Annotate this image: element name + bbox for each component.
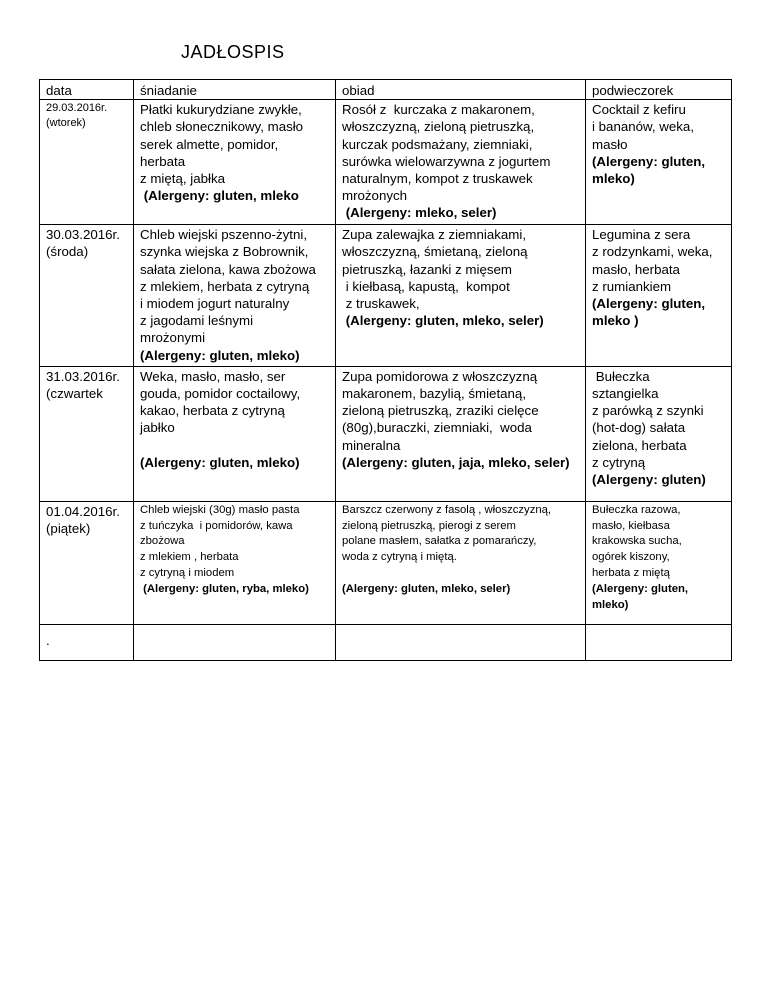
snack-line: Bułeczka razowa, (592, 503, 681, 516)
table-row (40, 624, 732, 660)
page-title: JADŁOSPIS (181, 42, 285, 62)
breakfast-line: herbata (140, 153, 186, 169)
header-snack: podwieczorek (586, 80, 732, 100)
date-cell (40, 366, 134, 501)
snack-line: z rodzynkami, weka, (592, 244, 713, 260)
snack-cell (586, 624, 732, 660)
breakfast-line: z cytryną i miodem (140, 567, 235, 580)
breakfast-line: chleb słonecznikowy, masło (140, 119, 304, 135)
snack-cell (586, 225, 732, 367)
breakfast-cell (134, 100, 336, 225)
breakfast-line: gouda, pomidor coctailowy, (140, 386, 301, 402)
breakfast-line: z miętą, jabłka (140, 171, 225, 187)
header-lunch: obiad (336, 80, 586, 100)
spacer (140, 437, 331, 454)
lunch-line: (80g),buraczki, ziemniaki, woda (342, 420, 532, 436)
date-cell (40, 100, 134, 225)
breakfast-line: kakao, herbata z cytryną (140, 403, 285, 419)
breakfast-line: szynka wiejska z Bobrownik, (140, 244, 309, 260)
snack-line: herbata z miętą (592, 567, 670, 580)
allergen-note: (Alergeny: gluten, mleko, seler) (342, 582, 511, 595)
header-date: data (40, 80, 134, 100)
allergen-label: (Alergeny: gluten, mleko) (140, 454, 300, 470)
snack-cell (586, 100, 732, 225)
allergen-note: (Alergeny: mleko, seler) (342, 205, 497, 221)
table-row (40, 100, 732, 225)
allergen-note: (Alergeny: gluten, (592, 153, 706, 169)
breakfast-line: jabłko (140, 420, 175, 436)
lunch-line: Rosół z kurczaka z makaronem, (342, 102, 535, 118)
snack-line: Bułeczka (592, 368, 650, 384)
allergen-note: (Alergeny: gluten, mleko (140, 188, 299, 204)
breakfast-line: z mlekiem, herbata z cytryną (140, 278, 310, 294)
snack-cell (586, 366, 732, 501)
day-text: (czwartek (46, 386, 103, 402)
lunch-line: surówka wielowarzywna z jogurtem (342, 153, 551, 169)
snack-line: z parówką z szynki (592, 403, 704, 419)
snack-cell (586, 501, 732, 624)
breakfast-line: z mlekiem , herbata (140, 551, 239, 564)
lunch-line: włoszczyzną, śmietaną, zieloną (342, 244, 528, 260)
table-row (40, 501, 732, 624)
snack-line: (hot-dog) sałata (592, 420, 686, 436)
snack-line: Legumina z sera (592, 227, 691, 243)
menu-table (39, 79, 732, 661)
breakfast-cell (134, 501, 336, 624)
date-text: 01.04.2016r. (46, 503, 120, 519)
date-cell (40, 225, 134, 367)
allergen-note: (Alergeny: gluten, ryba, mleko) (140, 582, 309, 595)
snack-line: masło (592, 136, 628, 152)
breakfast-line: z tuńczyka i pomidorów, kawa (140, 519, 293, 532)
breakfast-cell (134, 225, 336, 367)
allergen-note: mleko ) (592, 313, 639, 329)
allergen-note: (Alergeny: gluten, mleko) (140, 347, 300, 363)
lunch-line: polane masłem, sałatka z pomarańczy, (342, 535, 537, 548)
lunch-line: kurczak podsmażany, ziemniaki, (342, 136, 533, 152)
lunch-cell (336, 225, 586, 367)
breakfast-line: zbożowa (140, 535, 185, 548)
date-cell (40, 501, 134, 624)
snack-line: zielona, herbata (592, 437, 687, 453)
snack-line: sztangielka (592, 386, 659, 402)
breakfast-line: i miodem jogurt naturalny (140, 296, 290, 312)
header-row (40, 80, 732, 100)
date-cell (40, 624, 134, 660)
breakfast-line: Płatki kukurydziane zwykłe, (140, 102, 302, 118)
spacer (342, 566, 581, 582)
date-text: 29.03.2016r. (46, 102, 108, 115)
allergen-note: mleko) (592, 598, 629, 611)
lunch-line: pietruszką, łazanki z mięsem (342, 261, 512, 277)
day-text: (piątek) (46, 521, 91, 537)
lunch-line: włoszczyzną, zieloną pietruszką, (342, 119, 535, 135)
lunch-line: Zupa pomidorowa z włoszczyzną (342, 368, 538, 384)
day-text: (wtorek) (46, 117, 86, 130)
snack-line: masło, kiełbasa (592, 519, 670, 532)
lunch-line: z truskawek, (342, 296, 420, 312)
breakfast-line: Chleb wiejski pszenno-żytni, (140, 227, 308, 243)
day-text: (środa) (46, 244, 89, 260)
lunch-cell (336, 624, 586, 660)
lunch-line: naturalnym, kompot z truskawek (342, 171, 533, 187)
lunch-line: Zupa zalewajka z ziemniakami, (342, 227, 527, 243)
date-text: 31.03.2016r. (46, 368, 120, 384)
snack-line: z rumiankiem (592, 278, 672, 294)
lunch-line: zieloną pietruszką, pierogi z serem (342, 519, 516, 532)
allergen-note: (Alergeny: gluten, jaja, mleko, seler) (342, 454, 570, 470)
table-row (40, 366, 732, 501)
breakfast-cell (134, 624, 336, 660)
snack-line: Cocktail z kefiru (592, 102, 686, 118)
snack-line: masło, herbata (592, 261, 680, 277)
breakfast-cell (134, 366, 336, 501)
lunch-line: mrożonych (342, 188, 408, 204)
allergen-note: (Alergeny: gluten, (592, 582, 689, 595)
allergen-note: (Alergeny: gluten) (592, 472, 706, 488)
allergen-note (140, 454, 331, 471)
breakfast-line: Weka, masło, masło, ser (140, 368, 286, 384)
snack-line: z cytryną (592, 454, 646, 470)
table-row (40, 225, 732, 367)
lunch-line: Barszcz czerwony z fasolą , włoszczyzną, (342, 503, 552, 516)
lunch-line: i kiełbasą, kapustą, kompot (342, 278, 510, 294)
breakfast-line: Chleb wiejski (30g) masło pasta (140, 503, 300, 516)
lunch-cell (336, 366, 586, 501)
allergen-note: mleko) (592, 171, 635, 187)
snack-line: i bananów, weka, (592, 119, 695, 135)
lunch-line: mineralna (342, 437, 401, 453)
breakfast-line: mrożonymi (140, 330, 206, 346)
lunch-cell (336, 100, 586, 225)
lunch-cell (336, 501, 586, 624)
header-breakfast: śniadanie (134, 80, 336, 100)
lunch-line: woda z cytryną i miętą. (342, 551, 457, 564)
date-text: . (46, 632, 50, 648)
lunch-line: makaronem, bazylią, śmietaną, (342, 386, 527, 402)
snack-line: ogórek kiszony, (592, 551, 670, 564)
breakfast-line: sałata zielona, kawa zbożowa (140, 261, 316, 277)
lunch-line: zieloną pietruszką, zraziki cielęce (342, 403, 539, 419)
date-text: 30.03.2016r. (46, 227, 120, 243)
snack-line: krakowska sucha, (592, 535, 682, 548)
allergen-note: (Alergeny: gluten, (592, 296, 706, 312)
breakfast-line: serek almette, pomidor, (140, 136, 279, 152)
allergen-note: (Alergeny: gluten, mleko, seler) (342, 313, 544, 329)
breakfast-line: z jagodami leśnymi (140, 313, 254, 329)
